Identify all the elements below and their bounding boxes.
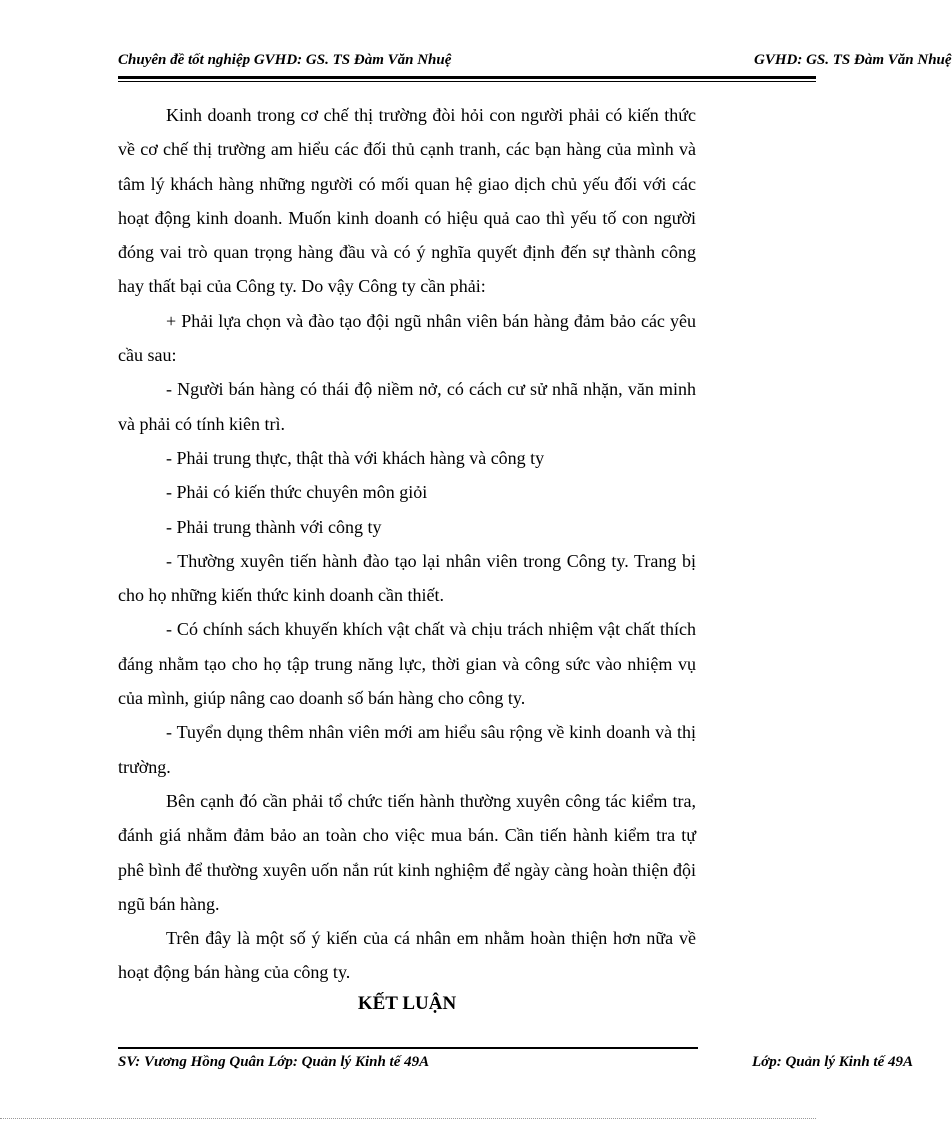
section-heading: KẾT LUẬN	[357, 993, 457, 1014]
header-rule	[118, 76, 816, 82]
page-bottom-border	[0, 1118, 816, 1119]
paragraph: - Tuyển dụng thêm nhân viên mới am hiểu sâu rộng về kinh doanh và thị trường.	[118, 722, 696, 777]
paragraph: Bên cạnh đó cần phải tổ chức tiến hành thường xuyên công tác kiểm tra, đánh giá nhằm đảm bảo an toàn cho việc mua bán. Cần tiến hành kiểm tra tự phê bình để thường xuyên uốn nắn rút kinh nghiệm để ngày càng hoàn thiện đội ngũ bán hàng.	[118, 790, 696, 914]
paragraph: - Phải trung thực, thật thà với khách hàng và công ty	[166, 447, 545, 468]
body-text	[118, 98, 696, 990]
paragraph: - Có chính sách khuyến khích vật chất và chịu trách nhiệm vật chất thích đáng nhằm tạo cho họ tập trung năng lực, thời gian và công sức vào nhiệm vụ của mình, giúp nâng cao doanh số bán hàng cho công ty.	[118, 619, 696, 709]
paragraph: Trên đây là một số ý kiến của cá nhân em nhằm hoàn thiện hơn nữa về hoạt động bán hàng của công ty.	[118, 928, 696, 983]
paragraph: - Phải có kiến thức chuyên môn giỏi	[166, 482, 428, 503]
paragraph: - Phải trung thành với công ty	[166, 516, 382, 537]
page-footer	[118, 1054, 913, 1080]
paragraph: + Phải lựa chọn và đào tạo đội ngũ nhân viên bán hàng đảm bảo các yêu cầu sau:	[118, 310, 696, 366]
paragraph: Kinh doanh trong cơ chế thị trường đòi hỏi con người phải có kiến thức về cơ chế thị trường am hiểu các đối thủ cạnh tranh, các bạn hàng của mình và tâm lý khách hàng những người có mối quan hệ giao dịch chủ yếu đối với các hoạt động kinh doanh. Muốn kinh doanh có hiệu quả cao thì yếu tố con người đóng vai trò quan trọng hàng đầu và có ý nghĩa quyết định đến sự thành công hay thất bại của Công ty. Do vậy Công ty cần phải:	[118, 105, 696, 297]
header-title: Chuyên đề tốt nghiệp GVHD: GS. TS Đàm Văn Nhuệ	[118, 52, 452, 68]
header-supervisor: GVHD: GS. TS Đàm Văn Nhuệ	[754, 52, 952, 68]
footer-class: Lớp: Quản lý Kinh tế 49A	[752, 1054, 913, 1070]
footer-rule	[118, 1047, 698, 1049]
paragraph: - Thường xuyên tiến hành đào tạo lại nhân viên trong Công ty. Trang bị cho họ những kiến thức kinh doanh cần thiết.	[118, 550, 696, 606]
paragraph: - Người bán hàng có thái độ niềm nở, có cách cư sử nhã nhặn, văn minh và phải có tính kiên trì.	[118, 379, 696, 434]
footer-student: SV: Vương Hồng Quân Lớp: Quản lý Kinh tế 49A	[118, 1054, 430, 1070]
page-header	[118, 50, 952, 76]
